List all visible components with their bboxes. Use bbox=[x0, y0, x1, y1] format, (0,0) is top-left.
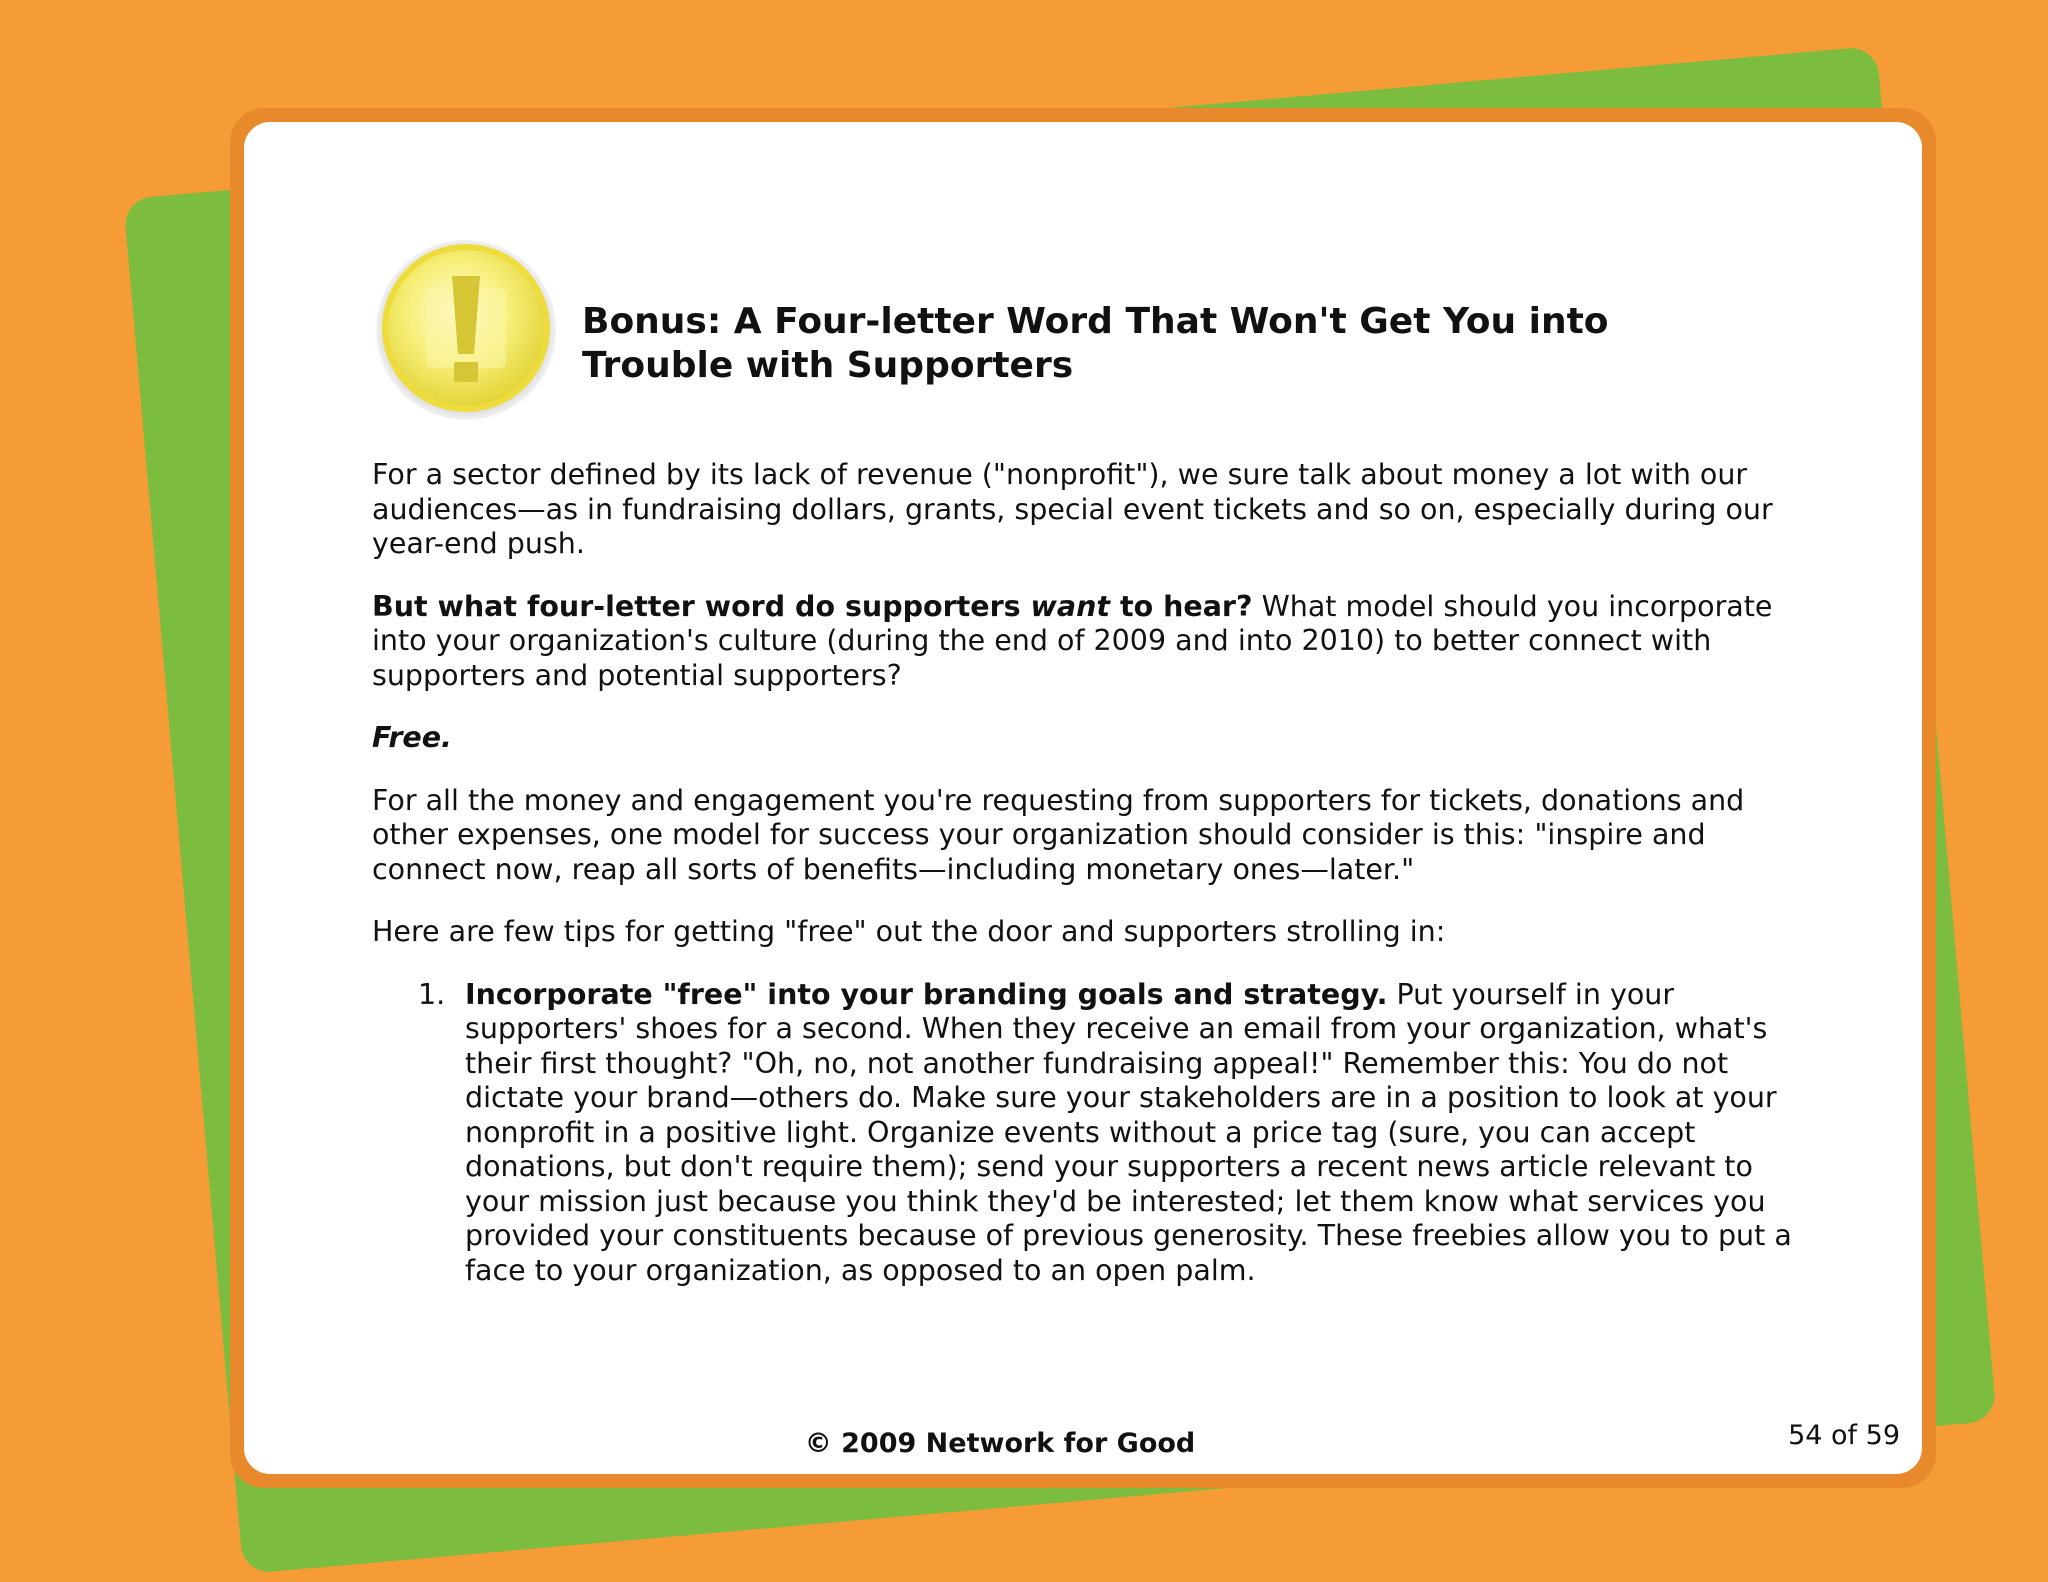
question-bold-start: But what four-letter word do supporters bbox=[372, 589, 1031, 623]
list-item-number: 1. bbox=[418, 977, 446, 1011]
model-paragraph: For all the money and engagement you're requesting from supporters for tickets, donations and other expenses, one model for success your organization should consider is this: "inspire and connect now, reap all sorts of benefits—including monetary ones—later." bbox=[372, 783, 1745, 886]
answer-free: Free. bbox=[372, 721, 452, 754]
tips-list bbox=[372, 978, 1792, 1289]
question-rest: What model should you incorporate into your organization's culture (during the end of 2009 and into 2010) to better connect with supporters and potential supporters? bbox=[372, 589, 1773, 692]
title-line-2: Trouble with Supporters bbox=[582, 345, 1074, 386]
article-body bbox=[372, 458, 1792, 1288]
answer-paragraph bbox=[372, 721, 1792, 756]
list-item-text: Put yourself in your supporters' shoes for a second. When they receive an email from your organization, what's their first thought? "Oh, no, not another fundraising appeal!" Remember this: You do not dictate your brand—others do. Make sure your stakeholders are in a position to look at your nonprofit in a positive light. Organize events without a price tag (sure, you can accept donations, but don't require them); send your supporters a recent news article relevant to your mission just because you think they'd be interested; let them know what services you provided your constituents because of previous generosity. These freebies allow you to put a face to your organization, as opposed to an open palm. bbox=[465, 977, 1792, 1287]
question-bold-end: to hear? bbox=[1110, 589, 1253, 623]
list-item bbox=[372, 978, 1792, 1289]
page-number: 54 of 59 bbox=[1788, 1420, 1900, 1451]
question-emphasis: want bbox=[1030, 589, 1111, 623]
list-item-heading: Incorporate "free" into your branding goals and strategy. bbox=[465, 977, 1388, 1011]
exclamation-warning-icon bbox=[374, 236, 558, 420]
copyright-footer: © 2009 Network for Good bbox=[804, 1428, 1196, 1459]
intro-paragraph: For a sector defined by its lack of revenue ("nonprofit"), we sure talk about money a lot with our audiences—as in fundraising dollars, grants, special event tickets and so on, especially during our year-end push. bbox=[372, 458, 1773, 560]
tips-intro: Here are few tips for getting "free" out the door and supporters strolling in: bbox=[372, 915, 1446, 948]
question-paragraph bbox=[372, 590, 1792, 694]
title-line-1: Bonus: A Four-letter Word That Won't Get You into bbox=[582, 301, 1609, 342]
page-title bbox=[582, 300, 1782, 388]
